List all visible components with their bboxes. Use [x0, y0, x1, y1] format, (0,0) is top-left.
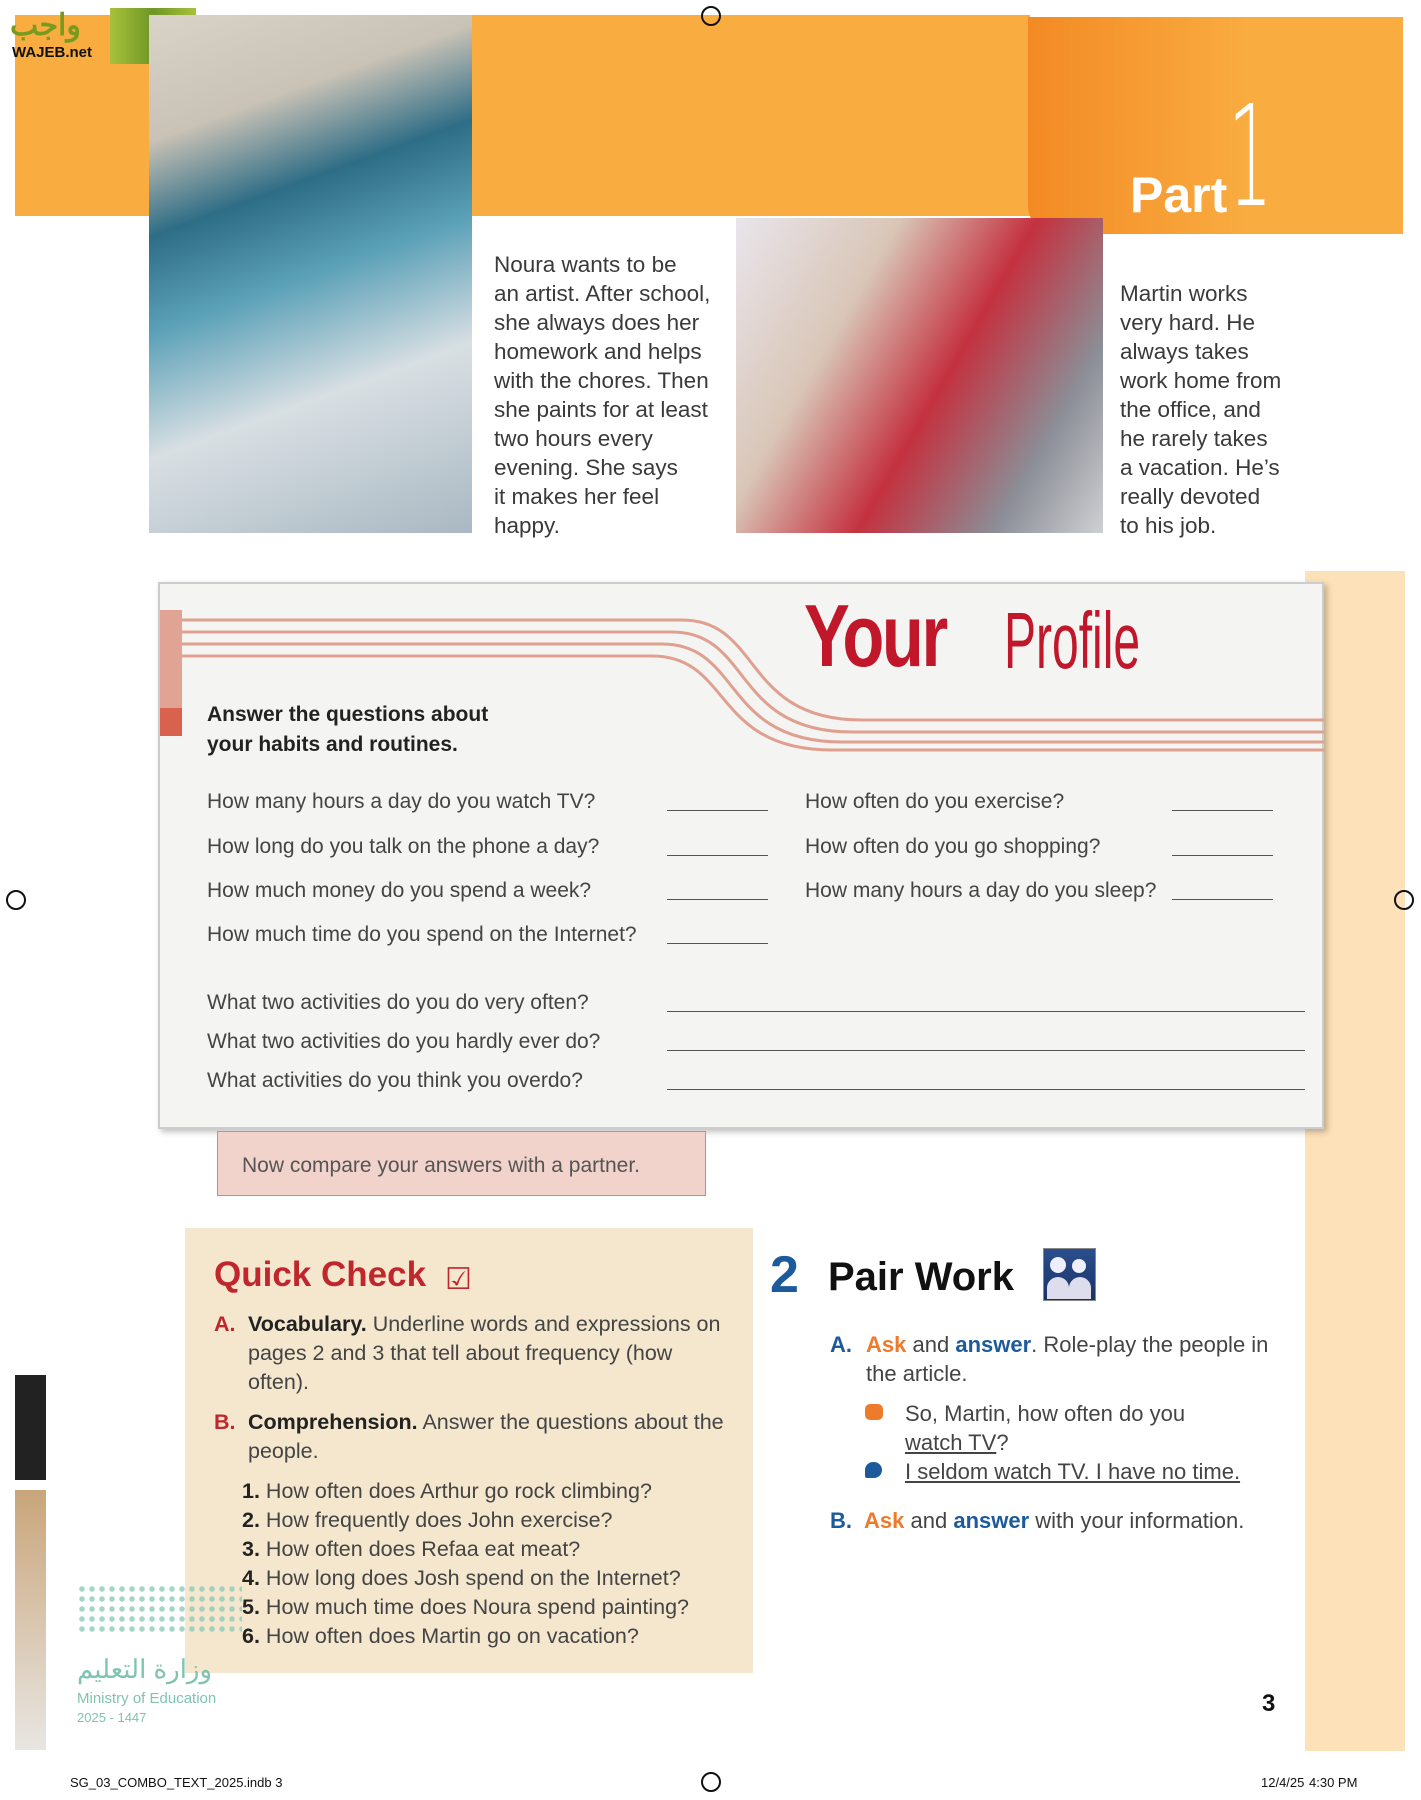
answer-word: answer	[955, 1332, 1032, 1357]
question-right-1: How often do you exercise?	[805, 790, 1065, 813]
ministry-year: 2025 - 1447	[77, 1710, 147, 1725]
question-item	[242, 1535, 689, 1564]
answer-blank[interactable]	[667, 810, 768, 811]
q-text: How often does Arthur go rock climbing?	[265, 1479, 652, 1503]
registration-mark-icon	[701, 1772, 721, 1792]
noura-story: Noura wants to be an artist. After school, she always does her homework and helps with the chores. Then she paints for at least two hours every evening. She says it makes her feel happy.	[494, 252, 711, 538]
answer-blank[interactable]	[667, 943, 768, 944]
ministry-dots-icon	[77, 1584, 242, 1634]
answer-blank[interactable]	[1172, 855, 1273, 856]
answer-blank[interactable]	[667, 855, 768, 856]
comprehension-text: Answer the questions about the people.	[248, 1410, 724, 1463]
answer-line[interactable]	[667, 1089, 1305, 1090]
martin-laptop-photo	[736, 218, 1103, 533]
question-right-2: How often do you go shopping?	[805, 835, 1101, 858]
q-text: How often does Martin go on vacation?	[265, 1624, 639, 1648]
checkmark-icon: ☑	[445, 1263, 472, 1296]
comprehension-label: Comprehension.	[248, 1410, 418, 1434]
a-text: . Role-play the people in the article.	[866, 1332, 1269, 1386]
question-item	[242, 1477, 689, 1506]
and-word: and	[910, 1508, 948, 1533]
q-text: How much time does Noura spend painting?	[265, 1595, 689, 1619]
profile-title-your: Your	[804, 586, 946, 685]
item-label: B.	[830, 1508, 852, 1533]
dialog-underlined: watch TV	[905, 1430, 997, 1455]
answer-blank[interactable]	[667, 899, 768, 900]
logo-arabic: واجب	[10, 9, 81, 42]
quick-check-b	[214, 1408, 734, 1466]
q-text: How often does Refaa eat meat?	[265, 1537, 581, 1561]
pair-work-a	[830, 1330, 1280, 1388]
footer-time: 4:30 PM	[1309, 1775, 1358, 1790]
q-num: 6.	[242, 1624, 260, 1648]
part-label: Part	[1130, 167, 1228, 223]
page-number: 3	[1262, 1690, 1276, 1717]
and-word: and	[912, 1332, 950, 1357]
q-num: 2.	[242, 1508, 260, 1532]
pair-work-people-icon	[1043, 1248, 1096, 1301]
question-left-2: How long do you talk on the phone a day?	[207, 835, 600, 858]
question-right-3: How many hours a day do you sleep?	[805, 879, 1157, 902]
registration-mark-icon	[701, 6, 721, 26]
vocabulary-label: Vocabulary.	[248, 1312, 367, 1336]
logo-latin: WAJEB.net	[12, 44, 93, 61]
speech-bubble-blue-icon	[865, 1462, 882, 1478]
vocabulary-text: Underline words and expressions on pages 2 and 3 that tell about frequency (how often).	[248, 1312, 721, 1394]
q-num: 5.	[242, 1595, 260, 1619]
part-number: 1	[1228, 76, 1273, 239]
pair-work-title: Pair Work	[828, 1255, 1014, 1299]
question-item	[242, 1622, 689, 1651]
q-num: 1.	[242, 1479, 260, 1503]
answer-word: answer	[953, 1508, 1030, 1533]
q-num: 4.	[242, 1566, 260, 1590]
edge-photo	[15, 1375, 46, 1480]
martin-story: Martin works very hard. He always takes work home from the office, and he rarely takes a vacation. He’s really devoted to his job.	[1120, 281, 1282, 538]
registration-mark-icon	[6, 890, 26, 910]
answer-blank[interactable]	[1172, 899, 1273, 900]
speech-bubble-orange-icon	[865, 1404, 883, 1420]
pair-work-b	[830, 1506, 1290, 1535]
answer-blank[interactable]	[1172, 810, 1273, 811]
b-text: with your information.	[1035, 1508, 1245, 1533]
answer-line[interactable]	[667, 1050, 1305, 1051]
question-long-1: What two activities do you do very often?	[207, 991, 589, 1014]
quick-check-title: Quick Check	[214, 1255, 427, 1294]
item-label: A.	[830, 1332, 852, 1357]
question-item	[242, 1506, 689, 1535]
section-number: 2	[770, 1246, 799, 1304]
dialog-text: So, Martin, how often do you	[905, 1401, 1186, 1426]
footer-file: SG_03_COMBO_TEXT_2025.indb 3	[70, 1775, 283, 1790]
question-long-2: What two activities do you hardly ever do?	[207, 1030, 601, 1053]
noura-painting-photo	[149, 15, 472, 533]
ministry-logo	[77, 1584, 242, 1729]
profile-instructions: Answer the questions about your habits and routines.	[207, 703, 489, 756]
comprehension-questions	[242, 1477, 689, 1651]
question-left-4: How much time do you spend on the Internet?	[207, 923, 637, 946]
edge-photo	[15, 1490, 46, 1750]
question-item	[242, 1593, 689, 1622]
quick-check-a	[214, 1310, 734, 1397]
dialog-punct: ?	[996, 1430, 1009, 1455]
dialog-line-2: I seldom watch TV. I have no time.	[905, 1459, 1241, 1484]
registration-mark-icon	[1394, 890, 1414, 910]
question-left-1: How many hours a day do you watch TV?	[207, 790, 596, 813]
question-left-3: How much money do you spend a week?	[207, 879, 592, 902]
question-item	[242, 1564, 689, 1593]
ask-word: Ask	[864, 1508, 905, 1533]
item-label: B.	[214, 1410, 236, 1434]
ask-word: Ask	[866, 1332, 907, 1357]
compare-note: Now compare your answers with a partner.	[217, 1131, 706, 1196]
profile-title-profile: Profile	[1004, 596, 1141, 685]
q-text: How long does Josh spend on the Internet?	[265, 1566, 681, 1590]
dialog-line-1	[905, 1399, 1285, 1457]
ministry-english: Ministry of Education	[77, 1690, 217, 1707]
ministry-arabic: وزارة التعليم	[77, 1654, 213, 1684]
question-long-3: What activities do you think you overdo?	[207, 1069, 583, 1092]
q-text: How frequently does John exercise?	[265, 1508, 613, 1532]
footer-date: 12/4/25	[1261, 1775, 1305, 1790]
q-num: 3.	[242, 1537, 260, 1561]
item-label: A.	[214, 1312, 236, 1336]
profile-tab-accent	[160, 708, 182, 736]
answer-line[interactable]	[667, 1011, 1305, 1012]
